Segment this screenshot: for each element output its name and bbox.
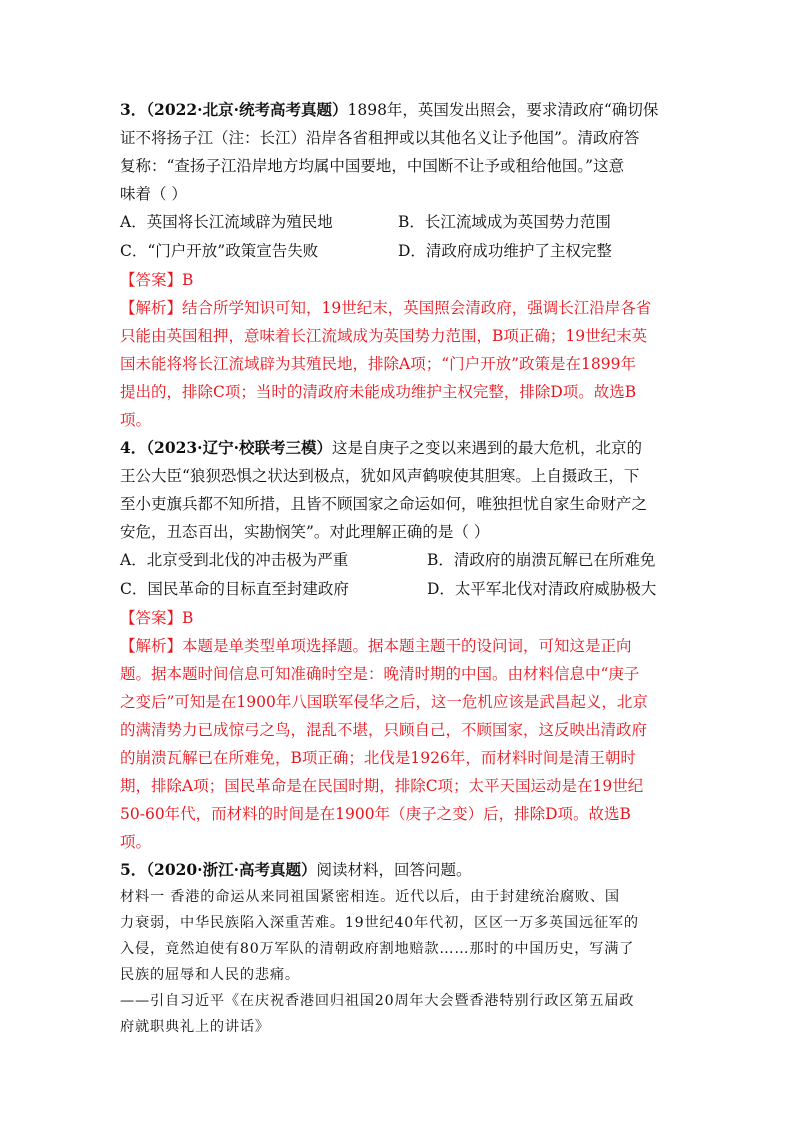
question-5 — [120, 856, 680, 1040]
analysis-tag: 【解析】 — [120, 637, 183, 655]
analysis-text: 提出的，排除C项；当时的清政府未能成功维护主权完整，排除D项。故选B — [120, 383, 637, 401]
question-source: （2023·辽宁·校联考三模） — [146, 438, 332, 457]
exam-page — [120, 96, 680, 1040]
analysis-text: 国未能将将长江流域辟为其殖民地，排除A项；“门户开放”政策是在1899年 — [120, 355, 636, 373]
question-4 — [120, 434, 680, 856]
question-stem: 阅读材料，回答问题。 — [316, 861, 472, 879]
analysis-text: 只能由英国租押，意味着长江流域成为英国势力范围，B项正确；19世纪末英 — [120, 327, 648, 345]
question-stem-line: 至小吏旗兵都不知所措，且皆不顾国家之命运如何，唯独担忧自家生命财产之 — [120, 495, 648, 513]
question-stem-line: 1898年，英国发出照会，要求清政府“确切保 — [347, 101, 659, 119]
question-3 — [120, 96, 680, 434]
option-a: A．北京受到北伐的冲击极为严重 — [120, 551, 349, 569]
option-d: D．清政府成功维护了主权完整 — [398, 242, 612, 260]
question-3-first-line — [120, 96, 680, 124]
analysis-text: 结合所学知识可知，19世纪末，英国照会清政府，强调长江沿岸各省 — [182, 299, 652, 317]
option-d: D．太平军北伐对清政府威胁极大 — [427, 580, 657, 598]
option-b: B．清政府的崩溃瓦解已在所难免 — [427, 551, 656, 569]
material-citation: ——引自习近平《在庆祝香港回归祖国20周年大会暨香港特别行政区第五届政 — [120, 993, 635, 1009]
question-stem-line: 安危，丑态百出，实勘悯笑”。对此理解正确的是（ ） — [120, 523, 490, 541]
question-4-first-line — [120, 434, 680, 462]
analysis-text: 50-60年代，而材料的时间是在1900年（庚子之变）后，排除D项。故选B — [120, 805, 631, 823]
options-row — [120, 208, 680, 237]
question-source: （2022·北京·统考高考真题） — [146, 100, 348, 119]
analysis-text: 的崩溃瓦解已在所难免，B项正确；北伐是1926年，而材料时间是清王朝时 — [120, 749, 636, 767]
analysis-line — [120, 294, 680, 322]
options-row — [120, 237, 680, 266]
question-stem-line: 证不将扬子江（注：长江）沿岸各省租押或以其他名义让予他国”。清政府答 — [120, 129, 640, 147]
option-b: B．长江流域成为英国势力范围 — [398, 213, 611, 231]
analysis-text: 的满清势力已成惊弓之鸟，混乱不堪，只顾自己，不顾国家，这反映出清政府 — [120, 721, 648, 739]
analysis-text: 本题是单类型单项选择题。据本题主题干的设问词，可知这是正向 — [182, 637, 632, 655]
options-row — [120, 575, 680, 604]
option-c: C．国民革命的目标直至封建政府 — [120, 580, 349, 598]
options-row — [120, 546, 680, 575]
material-citation: 府就职典礼上的讲话》 — [120, 1019, 270, 1035]
analysis-text: 期，排除A项；国民革命是在民国时期，排除C项；太平天国运动是在19世纪 — [120, 777, 644, 795]
answer-line — [120, 604, 680, 632]
answer-value: B — [182, 609, 194, 627]
material-line: 入侵，竟然迫使有80万军队的清朝政府割地赔款……那时的中国历史，写满了 — [120, 941, 635, 957]
question-number: 3． — [120, 100, 147, 119]
analysis-text: 题。据本题时间信息可知准确时空是：晚清时期的中国。由材料信息中“庚子 — [120, 665, 640, 683]
question-number: 5． — [120, 860, 147, 879]
question-number: 4． — [120, 438, 147, 457]
material-line: 民族的屈辱和人民的悲痛。 — [120, 967, 300, 983]
analysis-tag: 【解析】 — [120, 299, 183, 317]
answer-line — [120, 266, 680, 294]
question-stem-line: 这是自庚子之变以来遇到的最大危机，北京的 — [331, 439, 642, 457]
answer-value: B — [182, 271, 194, 289]
analysis-text: 项。 — [120, 833, 152, 851]
answer-tag: 【答案】 — [120, 609, 183, 627]
option-c: C．“门户开放”政策宣告失败 — [120, 242, 319, 260]
material-line: 材料一 香港的命运从来同祖国紧密相连。近代以后，由于封建统治腐败、国 — [120, 889, 620, 905]
question-stem-line: 复称：“查扬子江沿岸地方均属中国要地，中国断不让予或租给他国。”这意 — [120, 157, 625, 175]
analysis-text: 之变后”可知是在1900年八国联军侵华之后，这一危机应该是武昌起义，北京 — [120, 693, 648, 711]
material-line: 力衰弱，中华民族陷入深重苦难。19世纪40年代初，区区一万多英国远征军的 — [120, 915, 639, 931]
question-5-first-line — [120, 856, 680, 884]
analysis-line — [120, 632, 680, 660]
question-stem-line: 王公大臣“狼狈恐惧之状达到极点，犹如风声鹤唳使其胆寒。上自摄政王，下 — [120, 467, 640, 485]
option-a: A．英国将长江流域辟为殖民地 — [120, 213, 333, 231]
analysis-text: 项。 — [120, 411, 152, 429]
question-source: （2020·浙江·高考真题） — [146, 860, 317, 879]
question-stem-line: 味着（ ） — [120, 185, 187, 203]
answer-tag: 【答案】 — [120, 271, 183, 289]
